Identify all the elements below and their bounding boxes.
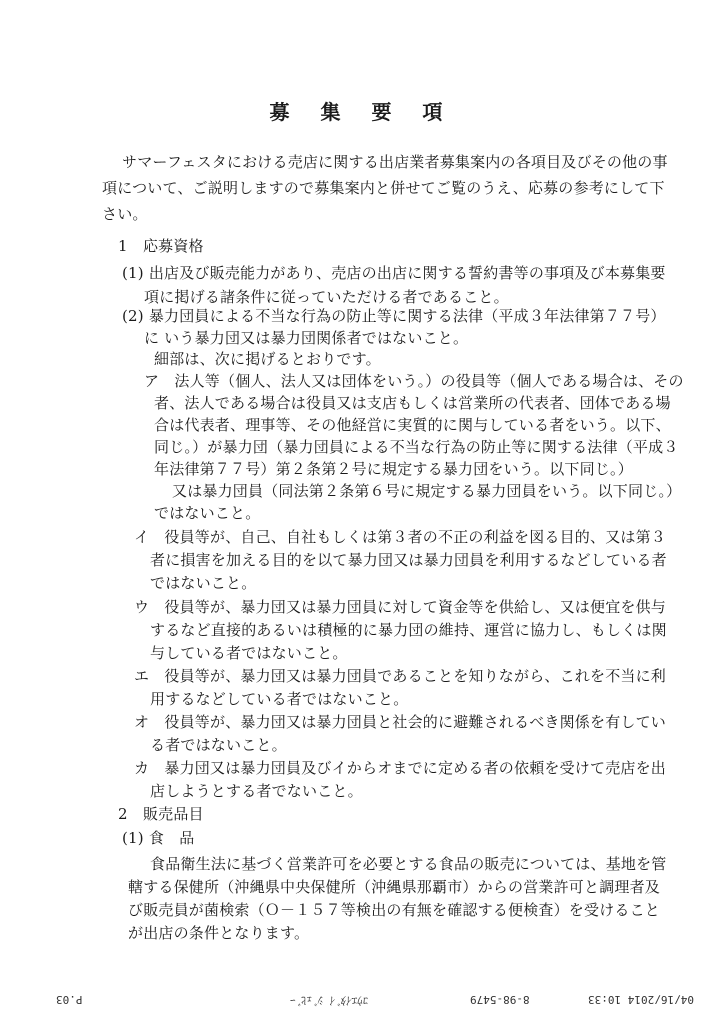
intro-line-1: サマーフェスタにおける売店に関する出店業者募集案内の各項目及びその他の事 bbox=[122, 153, 668, 171]
section-1-item-1-line-1: (1) 出店及び販売能力があり、売店の出店に関する誓約書等の事項及び本募集要 bbox=[122, 264, 666, 282]
sub-o-line-1: オ 役員等が、暴力団又は暴力団員と社会的に避難されるべき関係を有してい bbox=[134, 713, 667, 731]
fax-sender: ｺｳｴｲﾀﾞｲ ｼﾞｪﾋﾞｰ bbox=[290, 994, 369, 1007]
sub-a-line-7: ではないこと。 bbox=[154, 504, 261, 522]
section-2-item-1-heading: (1) 食 品 bbox=[122, 829, 195, 847]
intro-line-3: さい。 bbox=[102, 205, 148, 223]
section-2-item-1-line-4: が出店の条件となります。 bbox=[128, 924, 310, 942]
fax-number: 8-98-5479 bbox=[470, 993, 530, 1006]
section-1-item-1-line-2: 項に掲げる諸条件に従っていただける者であること。 bbox=[144, 288, 509, 306]
fax-page-number: P.03 bbox=[56, 993, 83, 1006]
sub-u-line-3: 与している者ではないこと。 bbox=[150, 644, 348, 662]
sub-u-line-2: するなど直接的あるいは積極的に暴力団の維持、運営に協力し、もしくは関 bbox=[150, 621, 667, 639]
sub-a-line-6: 又は暴力団員（同法第２条第６号に規定する暴力団員をいう。以下同じ。） bbox=[172, 482, 682, 500]
sub-a-line-1: ア 法人等（個人、法人又は団体をいう。）の役員等（個人である場合は、その bbox=[144, 372, 684, 390]
sub-ka-line-2: 店しようとする者でないこと。 bbox=[150, 782, 363, 800]
section-2-item-1-line-3: び販売員が菌検索（Ｏ－１５７等検出の有無を確認する便検査）を受けること bbox=[128, 901, 661, 919]
section-2-heading: 2 販売品目 bbox=[118, 805, 204, 823]
document-title: 募 集 要 項 bbox=[269, 100, 455, 124]
sub-a-line-4: 同じ。）が暴力団（暴力団員による不当な行為の防止等に関する法律（平成３ bbox=[154, 438, 679, 456]
sub-i-line-1: イ 役員等が、自己、自社もしくは第３者の不正の利益を図る目的、又は第３ bbox=[134, 528, 667, 546]
sub-i-line-2: 者に損害を加える目的を以て暴力団又は暴力団員を利用するなどしている者 bbox=[150, 551, 667, 569]
section-1-item-2-line-3: 細部は、次に掲げるとおりです。 bbox=[154, 350, 381, 368]
sub-a-line-2: 者、法人である場合は役員又は支店もしくは営業所の代表者、団体である場 bbox=[154, 394, 671, 412]
sub-i-line-3: ではないこと。 bbox=[150, 574, 257, 592]
sub-ka-line-1: カ 暴力団又は暴力団員及びイからオまでに定める者の依頼を受けて売店を出 bbox=[134, 759, 667, 777]
section-2-item-1-line-2: 轄する保健所（沖縄県中央保健所（沖縄県那覇市）からの営業許可と調理者及 bbox=[128, 878, 661, 896]
fax-timestamp: 04/16/2014 10:33 bbox=[588, 993, 694, 1006]
intro-line-2: 項について、ご説明しますので募集案内と併せてご覧のうえ、応募の参考にして下 bbox=[102, 179, 665, 197]
section-1-item-2-line-1: (2) 暴力団員による不当な行為の防止等に関する法律（平成３年法律第７７号） bbox=[122, 307, 666, 325]
section-2-item-1-line-1: 食品衛生法に基づく営業許可を必要とする食品の販売については、基地を管 bbox=[150, 855, 667, 873]
sub-o-line-2: る者ではないこと。 bbox=[150, 736, 287, 754]
sub-a-line-3: 合は代表者、理事等、その他経営に実質的に関与している者をいう。以下、 bbox=[154, 416, 671, 434]
section-1-item-2-line-2: に いう暴力団又は暴力団関係者ではないこと。 bbox=[144, 329, 469, 347]
sub-a-line-5: 年法律第７７号）第２条第２号に規定する暴力団をいう。以下同じ。） bbox=[154, 460, 633, 478]
sub-e-line-2: 用するなどしている者ではないこと。 bbox=[150, 690, 409, 708]
sub-e-line-1: エ 役員等が、暴力団又は暴力団員であることを知りながら、これを不当に利 bbox=[134, 667, 667, 685]
section-1-heading: 1 応募資格 bbox=[118, 237, 204, 255]
sub-u-line-1: ウ 役員等が、暴力団又は暴力団員に対して資金等を供給し、又は便宜を供与 bbox=[134, 598, 667, 616]
